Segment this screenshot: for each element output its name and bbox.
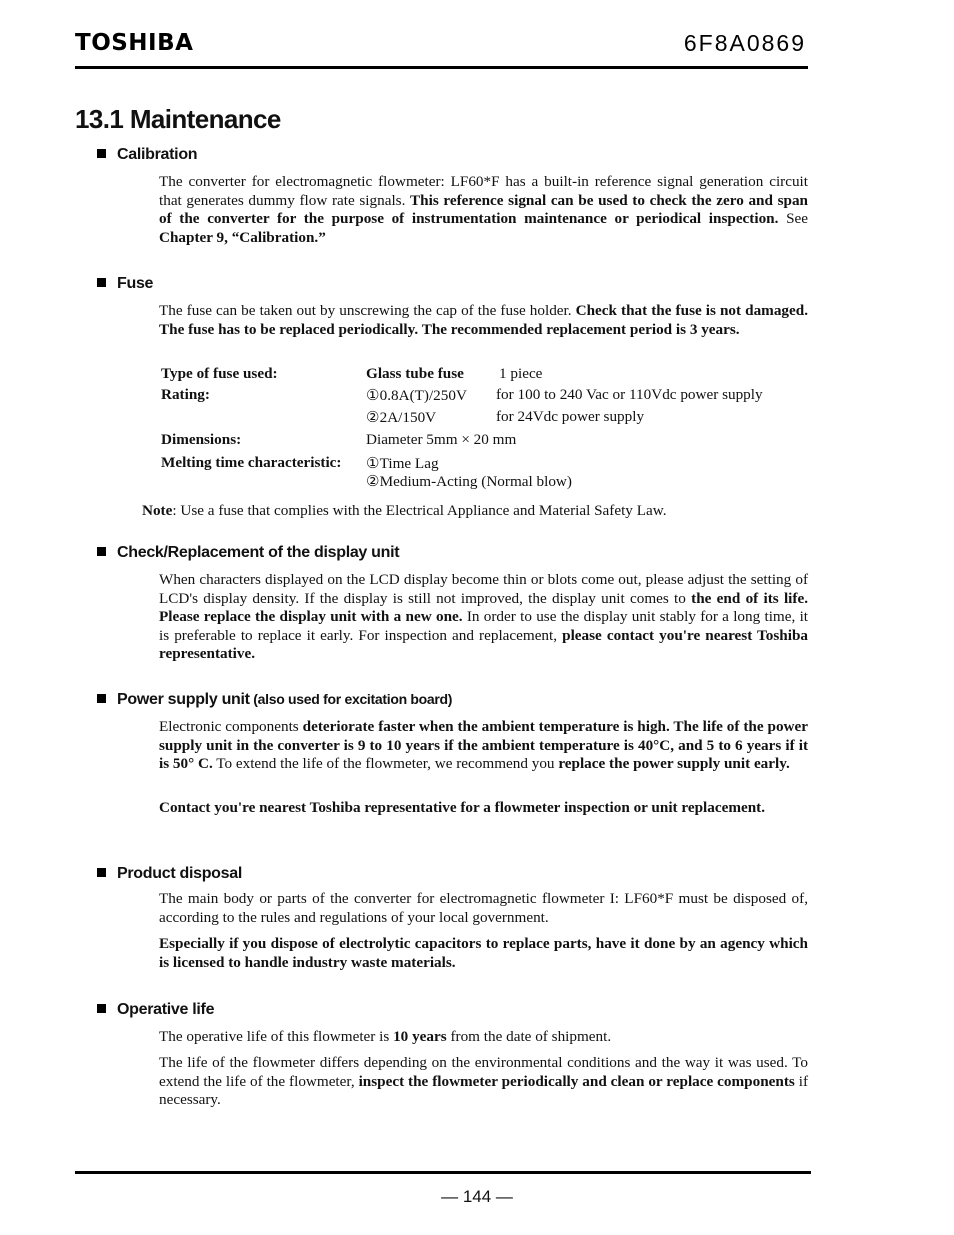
toshiba-logo: TOSHIBA [75,30,194,56]
heading-power-supply-text: Power supply unit [117,691,250,708]
fuse-rating-2: ②2A/150V [366,409,437,426]
fuse-rating-1-desc: for 100 to 240 Vac or 110Vdc power supply [496,386,763,403]
power-supply-text-bold-2: replace the power supply unit early. [558,755,790,772]
operative-life-years: 10 years [393,1028,447,1045]
heading-fuse [97,275,153,293]
power-supply-text-2: To extend the life of the flowmeter, we recommend you [212,755,559,772]
fuse-rating-label: Rating: [161,386,210,403]
display-unit-text: When characters displayed on the LCD display become thin or blots come out, please adjust the setting of LCD's display density. If the display is still not improved, the display unit comes to [159,571,808,607]
bullet-square-icon [97,278,106,287]
operative-life-p2-text: The life of the flowmeter differs depending on the environmental conditions and the way it was used. To extend the life of the flowmeter, [159,1054,808,1090]
fuse-melting-label: Melting time characteristic: [161,454,342,471]
display-unit-text-bold-2: please contact you're nearest Toshiba representative. [159,626,808,662]
heading-display-unit-text: Check/Replacement of the display unit [117,544,400,561]
fuse-rating-1: ①0.8A(T)/250V [366,387,467,404]
heading-display-unit [97,544,399,562]
fuse-dimensions-label: Dimensions: [161,431,242,448]
bullet-square-icon [97,1004,106,1013]
fuse-dimensions-value: Diameter 5mm × 20 mm [366,431,517,448]
display-unit-paragraph [159,571,808,664]
fuse-type-qty: 1 piece [499,365,543,382]
operative-life-p2-text-2: if necessary. [159,1072,809,1108]
note-text: : Use a fuse that complies with the Electrical Appliance and Material Safety Law. [172,502,667,519]
heading-calibration [97,146,197,164]
heading-product-disposal [97,865,242,883]
calibration-see: See [778,210,808,227]
heading-operative-life-text: Operative life [117,1001,215,1018]
fuse-melting-1: ①Time Lag [366,455,439,472]
operative-life-paragraph [159,1028,808,1047]
power-supply-contact [159,799,808,818]
fuse-type-value: Glass tube fuse [366,365,464,382]
disposal-paragraph [159,890,808,927]
disposal-warning [159,935,808,972]
footer-rule [75,1171,811,1174]
bullet-square-icon [97,868,106,877]
note-label: Note [142,502,173,519]
operative-life-text: The operative life of this flowmeter is [159,1028,394,1045]
heading-product-disposal-text: Product disposal [117,865,242,882]
display-unit-text-2: In order to use the display unit stably for a long time, it is preferable to replace it early. For inspection and replacement, [159,608,809,644]
power-supply-paragraph [159,718,808,774]
fuse-type-label: Type of fuse used: [161,365,278,382]
fuse-rating-2-desc: for 24Vdc power supply [496,408,645,425]
heading-fuse-text: Fuse [117,275,154,292]
calibration-text-bold: This reference signal can be used to check the zero and span of the converter for the purpose of instrumentation maintenance or periodical inspection. [159,191,808,227]
power-supply-contact-text: Contact you're nearest Toshiba representative for a flowmeter inspection or unit replacement. [159,799,766,816]
page-title: 13.1 Maintenance [75,104,281,134]
heading-calibration-text: Calibration [117,146,198,163]
fuse-text: The fuse can be taken out by unscrewing the cap of the fuse holder. [159,302,576,319]
disposal-warning-text: Especially if you dispose of electrolytic capacitors to replace parts, have it done by an agency which is licensed to handle industry waste materials. [159,935,808,971]
page-number: — 144 — [441,1187,513,1206]
bullet-square-icon [97,547,106,556]
fuse-melting-2: ②Medium-Acting (Normal blow) [366,473,572,490]
calibration-chapter-ref: Chapter 9, “Calibration.” [159,228,326,246]
bullet-square-icon [97,694,106,703]
document-code: 6F8A0869 [683,30,806,56]
operative-life-paragraph-2 [159,1054,808,1110]
display-unit-text-bold: the end of its life. Please replace the display unit with a new one. [159,589,808,625]
header-rule [75,66,808,69]
operative-life-text-2: from the date of shipment. [446,1028,612,1045]
operative-life-p2-bold: inspect the flowmeter periodically and clean or replace components [358,1072,795,1090]
fuse-paragraph [159,302,808,339]
power-supply-text-bold: deteriorate faster when the ambient temperature is high. The life of the power supply unit in the converter is 9 to 10 years if the ambient temperature is 40°C, and 5 to 6 years if it is 50° C. [159,718,808,772]
fuse-text-bold: Check that the fuse is not damaged. The fuse has to be replaced periodically. The recommended replacement period is 3 years. [159,302,808,338]
heading-operative-life [97,1001,214,1019]
fuse-note [142,502,667,520]
power-supply-text: Electronic components [159,718,303,735]
heading-power-supply-note: (also used for excitation board) [249,691,453,707]
bullet-square-icon [97,149,106,158]
calibration-paragraph [159,173,808,247]
disposal-text: The main body or parts of the converter for electromagnetic flowmeter I: LF60*F must be disposed of, according to the rules and regulations of your local government. [159,890,808,926]
heading-power-supply [97,691,452,709]
calibration-text: The converter for electromagnetic flowmeter: LF60*F has a built-in reference signal generation circuit that generates dummy flow rate signals. [159,173,808,209]
